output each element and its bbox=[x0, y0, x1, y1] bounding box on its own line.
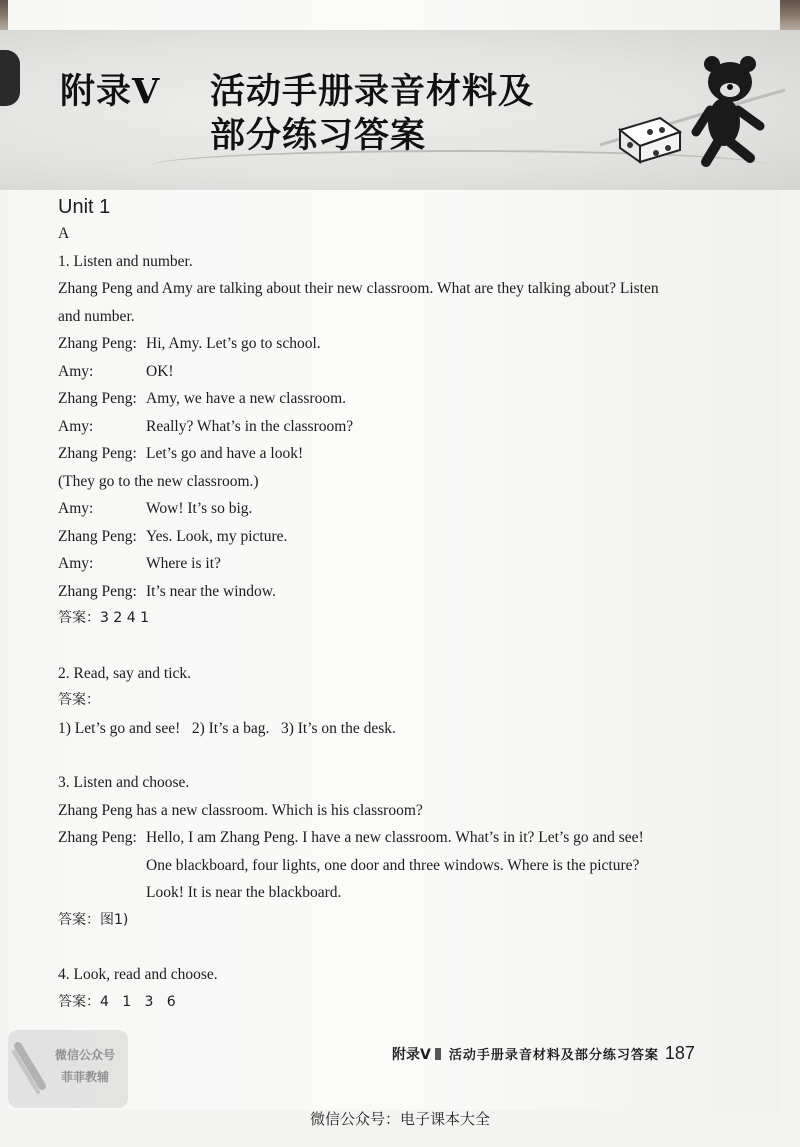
dialogue-line bbox=[58, 495, 718, 523]
dialogue-line bbox=[58, 413, 718, 441]
speaker: Amy: bbox=[58, 417, 94, 435]
speech: Wow! It’s so big. bbox=[146, 500, 253, 517]
unit-title: Unit 1 bbox=[58, 196, 111, 218]
exercise-4-answer: 答案：4 1 3 6 bbox=[58, 993, 176, 1010]
exercise-2-answer-label: 答案： bbox=[58, 692, 100, 708]
dialogue-line bbox=[58, 330, 718, 358]
speaker: Zhang Peng: bbox=[58, 335, 137, 352]
exercise-1-heading: 1. Listen and number. bbox=[58, 252, 193, 270]
footer-appendix: 附录V bbox=[392, 1047, 431, 1063]
speech-continued: Look! It is near the blackboard. bbox=[146, 884, 342, 901]
speech: Yes. Look, my picture. bbox=[146, 527, 288, 545]
speech: Really? What’s in the classroom? bbox=[146, 417, 354, 435]
answer-content bbox=[58, 194, 718, 1016]
dialogue-line bbox=[58, 358, 718, 386]
dialogue-line bbox=[58, 385, 718, 413]
dialogue-line bbox=[58, 824, 718, 852]
speech: It’s near the window. bbox=[146, 582, 276, 600]
dialogue-line bbox=[58, 550, 718, 578]
exercise-1-intro-cont: and number. bbox=[58, 307, 135, 325]
watermark-line-2: 菲菲教辅 bbox=[60, 1070, 109, 1084]
speech: Where is it? bbox=[146, 555, 221, 572]
title-line-2: 部分练习答案 bbox=[210, 115, 427, 156]
exercise-3-answer: 答案：图1) bbox=[58, 911, 129, 928]
section-label: A bbox=[58, 225, 70, 242]
speaker: Zhang Peng: bbox=[58, 390, 137, 407]
speech: Amy, we have a new classroom. bbox=[146, 390, 347, 407]
speech: Hello, I am Zhang Peng. I have a new classroom. What’s in it? Let’s go and see! bbox=[146, 829, 644, 846]
exercise-1-answer: 答案：3 2 4 1 bbox=[58, 610, 149, 626]
page-footer bbox=[392, 1040, 722, 1066]
speaker: Zhang Peng: bbox=[58, 445, 137, 462]
speaker: Amy: bbox=[58, 362, 94, 380]
appendix-tag: 附录V bbox=[60, 71, 161, 112]
dialogue-line bbox=[58, 578, 718, 606]
speaker: Amy: bbox=[58, 500, 94, 517]
footer-separator bbox=[435, 1048, 441, 1060]
watermark-text bbox=[40, 1044, 130, 1088]
speaker: Zhang Peng: bbox=[58, 527, 137, 545]
exercise-2-answer: 1) Let’s go and see! 2) It’s a bag. 3) It’s on the desk. bbox=[58, 719, 396, 737]
speaker: Zhang Peng: bbox=[58, 582, 137, 600]
page-number: 187 bbox=[664, 1043, 695, 1063]
title-line-1: 活动手册录音材料及 bbox=[210, 71, 535, 112]
dialogue-line bbox=[58, 440, 718, 468]
speech: OK! bbox=[146, 362, 174, 380]
exercise-2-heading: 2. Read, say and tick. bbox=[58, 664, 192, 682]
exercise-4-heading: 4. Look, read and choose. bbox=[58, 966, 218, 983]
page-title bbox=[60, 70, 534, 158]
left-edge-tab bbox=[0, 50, 20, 106]
footer-title: 活动手册录音材料及部分练习答案 bbox=[448, 1048, 659, 1063]
dialogue-line bbox=[58, 523, 718, 551]
exercise-3-heading: 3. Listen and choose. bbox=[58, 774, 190, 791]
speaker: Amy: bbox=[58, 555, 94, 572]
speaker: Zhang Peng: bbox=[58, 829, 137, 846]
watermark-line-1: 微信公众号 bbox=[54, 1048, 115, 1062]
bear-icon bbox=[696, 56, 760, 162]
speech: Let’s go and have a look! bbox=[146, 445, 304, 462]
speech-continued: One blackboard, four lights, one door and three windows. Where is the picture? bbox=[146, 856, 640, 874]
stage-direction: (They go to the new classroom.) bbox=[58, 472, 259, 490]
speech: Hi, Amy. Let’s go to school. bbox=[146, 335, 321, 352]
exercise-1-intro: Zhang Peng and Amy are talking about their new classroom. What are they talking about? Listen bbox=[58, 280, 659, 297]
exercise-3-intro: Zhang Peng has a new classroom. Which is his classroom? bbox=[58, 801, 423, 819]
gift-box-icon bbox=[620, 118, 680, 162]
bear-mascot-icon bbox=[600, 50, 790, 170]
bottom-caption: 微信公众号：电子课本大全 bbox=[309, 1110, 490, 1128]
